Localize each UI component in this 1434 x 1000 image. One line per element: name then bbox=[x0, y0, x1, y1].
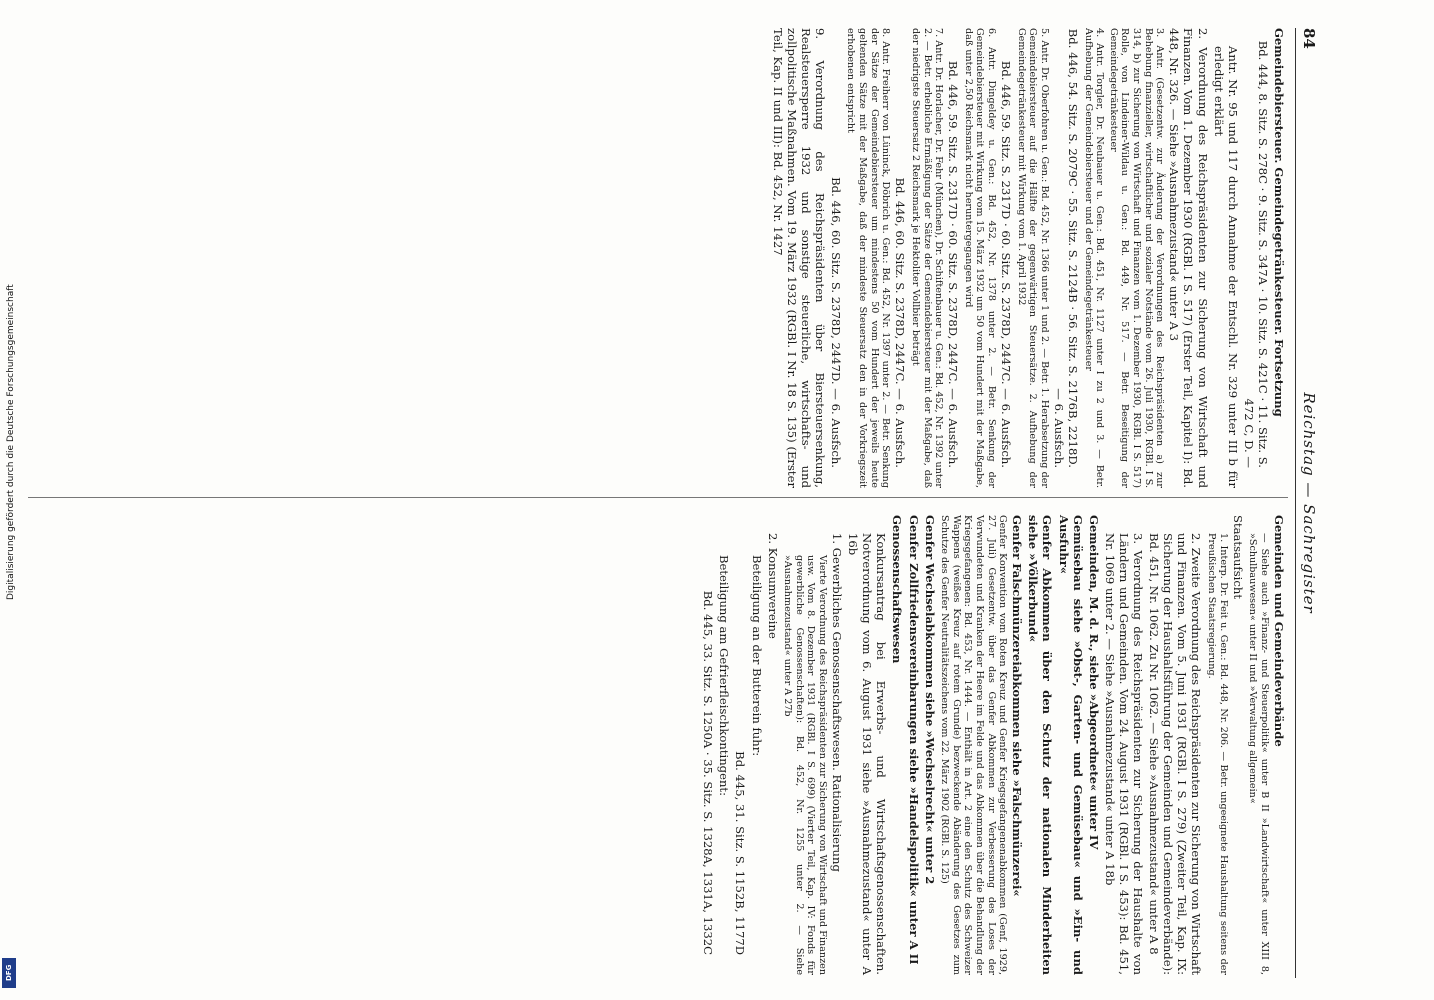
entry-item: 6. Antr. Dingeldey u. Gen.: Bd. 452, Nr. 1378 unter 2. — Betr. Senkung der Gemeindebiersteuer mit Wirkung vom 15. März 1932 um 50 vom Hundert mit der Maßgabe, daß unter 2,50 Reichsmark nicht heruntergegangen wird bbox=[962, 28, 998, 488]
entry-refs: Bd. 446, 60. Sitz. S. 2378D, 2447C. — 6. Ausfsch. bbox=[893, 177, 908, 468]
entry-subheading: Staatsaufsicht bbox=[1230, 515, 1245, 599]
entry-item: 7. Antr. Dr. Horlacher, Dr. Fehr (München), Dr. Schiftenbauer u. Gen.: Bd. 452, Nr. 1392 unter 2. — Betr. erhebliche Ermäßigung der Sätze der Gemeindebiersteuer mit der Maßgabe, daß der niedrigste Steuersatz 2 Reichsmark je Hektoliter Vollbier beträgt bbox=[909, 28, 945, 488]
entry-heading: Gemüsebau siehe »Obst-, Garten- und Gemüsebau« und »Ein- und Ausfuhr« bbox=[1056, 515, 1085, 975]
entry-item: 9. Verordnung des Reichspräsidenten über Biersteuersenkung, Realsteuersperre 1932 und sonstige steuerliche, wirtschafts- und zollpolitische Maßnahmen. Vom 19. März 1932 (RGBl. I Nr. 18 S. 135) (Erster Teil, Kap. II und III): Bd. 452, Nr. 1427 bbox=[770, 28, 827, 488]
entry-refs: Bd. 445, 31. Sitz. S. 1152B, 1177D bbox=[733, 751, 748, 955]
entry-refs: Bd. 446, 59. Sitz. S. 2317D · 60. Sitz. S. 2378D, 2447C. — 6. Ausfsch. bbox=[946, 60, 961, 468]
rotated-page-content bbox=[15, 0, 1320, 1000]
entry-refs: Bd. 446, 54. Sitz. S. 2079C · 55. Sitz. S. 2124B · 56. Sitz. S. 2176B, 2218D. — 6. Ausfsch. bbox=[1052, 28, 1081, 468]
entry-refs: Bd. 446, 60. Sitz. S. 2378D, 2447D. — 6. Ausfsch. bbox=[828, 177, 843, 468]
entry-item: 2. Zweite Verordnung des Reichspräsidenten zur Sicherung von Wirtschaft und Finanzen. Vom 5. Juni 1931 (RGBl. I S. 279) (Zweiter Teil, Kap. IX: Sicherung der Haushaltsführung der Gemeinden und Gemeindeverbände): Bd. 451, Nr. 1062. Zu Nr. 1062. — Siehe »Ausnahmezustand« unter A 8 bbox=[1147, 533, 1204, 975]
left-column bbox=[768, 28, 1286, 488]
digitization-credit: Digitalisierung gefördert durch die Deutsche Forschungsgemeinschaft bbox=[6, 284, 16, 600]
entry-heading: Genossenschaftswesen bbox=[890, 515, 905, 664]
entry-item: Vierte Verordnung des Reichspräsidenten zur Sicherung von Wirtschaft und Finanzen usw. Vom 8. Dezember 1931 (RGBl. I S. 699) (Vierter Teil, Kap. IV: Fonds für gewerbliche Genossenschaften): Bd. 452, Nr. 1255 unter 2. — Siehe »Ausnahmezustand« unter A 27b bbox=[782, 555, 828, 975]
entry-heading: Gemeinden, M. d. R., siehe »Abgeordnete« unter IV bbox=[1086, 515, 1101, 850]
column-divider bbox=[28, 497, 1288, 498]
page-number: 84 bbox=[1300, 28, 1318, 49]
page-header bbox=[1295, 28, 1320, 978]
entry-item: 2. Verordnung des Reichspräsidenten zur Sicherung von Wirtschaft und Finanzen. Vom 1. Dezember 1930 (RGBl. I S. 517) (Erster Teil, Kapitel I): Bd. 448, Nr. 326. — Siehe »Ausnahmezustand« unter A 3 bbox=[1167, 28, 1210, 488]
entry-item: 4. Antr. Torgler, Dr. Neubauer u. Gen.: Bd. 451, Nr. 1127 unter I zu 2 und 3. — Betr. Aufhebung der Gemeindebiersteuer und der Gemeindegetränkesteuer bbox=[1082, 28, 1106, 488]
entry-item: 8. Antr. Freiherr von Lüninck, Döbrich u. Gen.: Bd. 452, Nr. 1397 unter 2. — Betr. Senkung der Sätze der Gemeindebiersteuer um mindestens 50 vom Hundert der jeweils heute geltenden Sätze mit der Maßgabe, daß der mindeste Steuersatz den in der Vorkriegszeit erhobenen entspricht bbox=[845, 28, 892, 488]
dfg-logo: DFG bbox=[2, 958, 16, 988]
entry-heading: Genfer Zollfriedensvereinbarungen siehe »Handelspolitik« unter A II bbox=[906, 515, 921, 965]
entry-heading: Gemeindebiersteuer. Gemeindegetränkesteuer. Fortsetzung bbox=[1272, 28, 1286, 417]
entry-subheading: 2. Konsumvereine bbox=[765, 533, 780, 639]
entry-item: 5. Antr. Dr. Oberfohren u. Gen.: Bd. 452, Nr. 1366 unter 1 und 2. — Betr. 1. Herabsetzung der Gemeindebiersteuer auf die Hälfte der gegenwärtigen Steuersätze. 2. Aufhebung der Gemeindegetränkesteuer mit Wirkung vom 1. April 1932 bbox=[1015, 28, 1050, 488]
entry-item: 3. Verordnung des Reichspräsidenten zur Sicherung der Haushalte von Ländern und Gemeinden. Vom 24. August 1931 (RGBl. I S. 453): Bd. 451, Nr. 1069 unter 2. — Siehe »Ausnahmezustand« unter A 18b bbox=[1102, 533, 1146, 975]
entry-refs: Bd. 446, 59. Sitz. S. 2317D · 60. Sitz. S. 2378D, 2447C. — 6. Ausfsch. bbox=[999, 60, 1014, 468]
entry-refs: Bd. 444, 8. Sitz. S. 278C · 9. Sitz. S. 347A · 10. Sitz. S. 421C · 11. Sitz. S. 472 C, D. — bbox=[1241, 40, 1270, 468]
entry-text: Konkursantrag bei Erwerbs- und Wirtschaftsgenossenschaften. Notverordnung vom 6. August 1931 siehe »Ausnahmezustand« unter A 16b bbox=[846, 533, 889, 975]
entry-refs: Bd. 445, 33. Sitz. S. 1250A · 35. Sitz. S. 1328A, 1331A, 1332C bbox=[701, 590, 716, 955]
entry-item: Genfer Konvention vom Roten Kreuz und Genfer Kriegsgefangenenabkommen (Genf, 1929, 27. Juli) Gesetzentw. über das Genfer Abkommen zur Verbesserung des Loses der Verwundeten und Kranken der Heere im Felde und das Abkommen über die Behandlung der Kriegsgefangenen: Bd. 453, Nr. 1444. — Enthält in Art. 2 eine den Schutz des Schweizer Wappens (weißes Kreuz auf rotem Grunde) bezweckende Abänderung des Gesetzes zum Schutze des Genfer Neutralitätszeichens vom 22. März 1902 (RGBl. S. 125) bbox=[939, 515, 1009, 975]
entry-text: Antr. Nr. 95 und 117 durch Annahme der Entschl. Nr. 329 unter III b für erledigt erklärt bbox=[1211, 46, 1240, 488]
entry-subheading: 1. Gewerbliches Genossenschaftswesen. Rationalisierung bbox=[830, 533, 845, 872]
entry-text: — Siehe auch »Finanz- und Steuerpolitik« unter B II »Landwirtschaft« unter XIII 8, »Schulbauwesen« unter II und »Verwaltung allgemein« bbox=[1247, 533, 1270, 975]
entry-heading: Genfer Wechselabkommen siehe »Wechselrecht« unter 2 bbox=[922, 515, 937, 885]
entry-heading: Genfer Abkommen über den Schutz der nationalen Minderheiten siehe »Völkerbund« bbox=[1026, 515, 1055, 975]
entry-item: 1. Interp. Dr. Feit u. Gen.: Bd. 448, Nr. 206. — Betr. ungeeignete Haushaltung seitens der Preußischen Staatsregierung. bbox=[1206, 533, 1229, 975]
right-column bbox=[699, 515, 1286, 975]
entry-text: Beteiligung am Gefrierfleischkontingent: bbox=[717, 555, 732, 796]
entry-heading: Gemeinden und Gemeindeverbände bbox=[1272, 515, 1286, 747]
page-title: Reichstag — Sachregister bbox=[1300, 392, 1318, 614]
entry-item: 3. Antr. (Gesetzentw. zur Änderung der Verordnungen des Reichspräsidenten a) zur Behebung finanzieller, wirtschaftlicher und sozialer Notstände vom 26. Juli 1930, RGBl. I S. 314, b) zur Sicherung von Wirtschaft und Finanzen vom 1. Dezember 1930, RGBl. I S. 517) Rolle, von Lindeiner-Wildau u. Gen.: Bd. 449, Nr. 517. — Betr. Beseitigung der Gemeindegetränkesteuer bbox=[1107, 28, 1166, 488]
entry-heading: Genfer Falschmünzereiabkommen siehe »Falschmünzerei« bbox=[1010, 515, 1025, 897]
entry-text: Beteiligung an der Butterein fuhr: bbox=[749, 555, 764, 757]
